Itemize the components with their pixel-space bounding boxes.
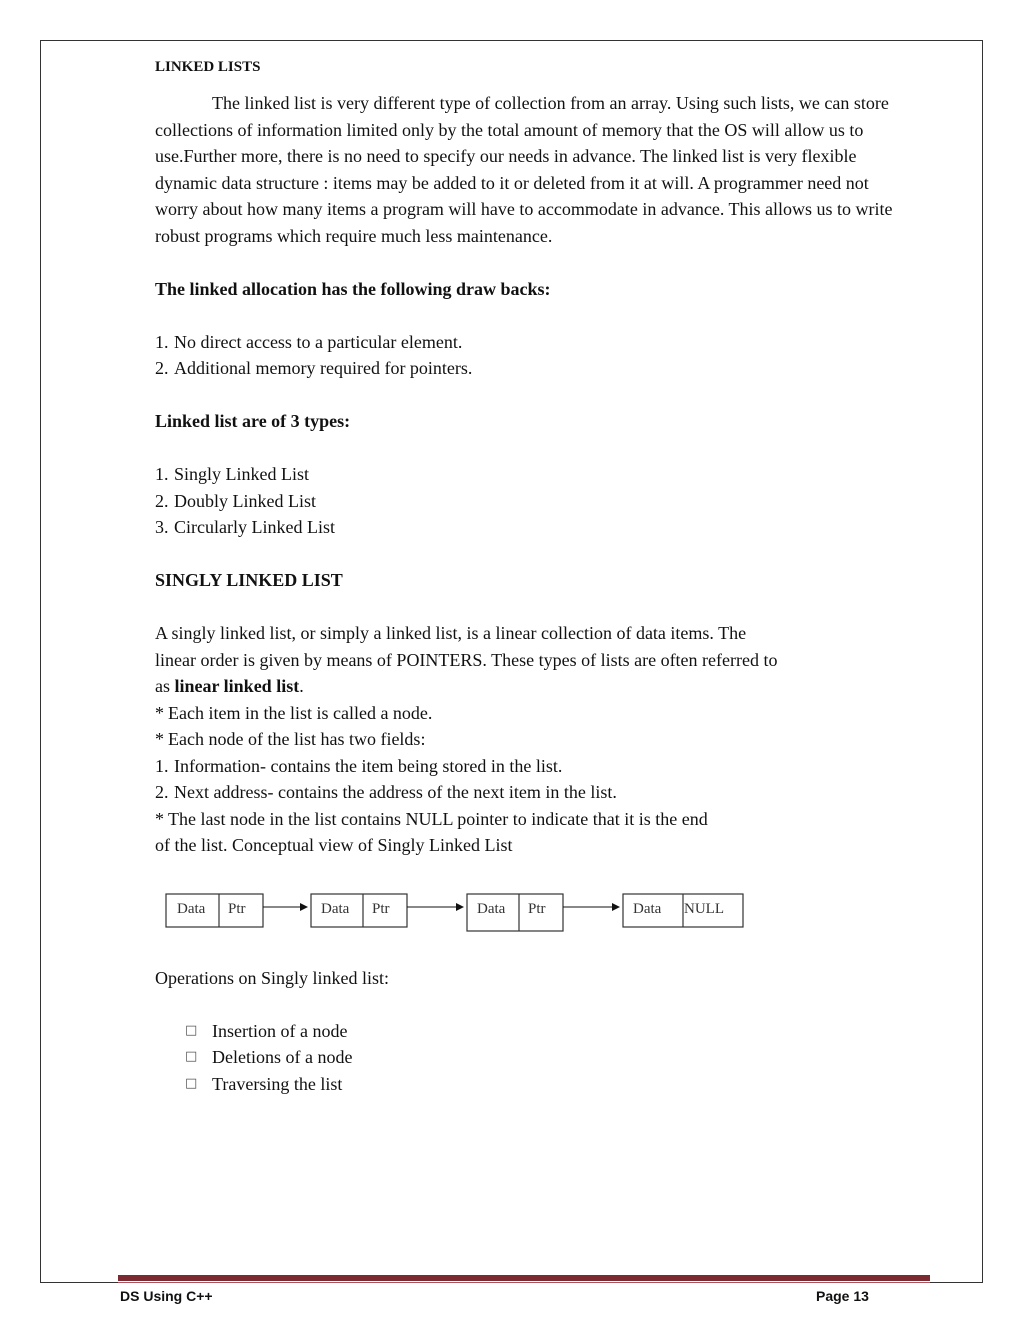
list-item-text: Circularly Linked List xyxy=(174,517,335,537)
list-item-marker: * xyxy=(155,702,164,723)
footer-page-number: Page 13 xyxy=(816,1288,869,1304)
emphasis-text: linear linked list xyxy=(174,676,300,696)
list-item-number: 2. xyxy=(155,782,169,802)
list-item xyxy=(155,700,915,727)
list-item xyxy=(155,514,915,541)
list-item-number: 1. xyxy=(155,464,169,484)
drawbacks-heading: The linked allocation has the following draw backs: xyxy=(155,278,551,299)
list-item xyxy=(155,488,915,515)
list-item xyxy=(185,1044,915,1071)
missing-glyph-icon: □ xyxy=(185,1022,198,1038)
node-null-label: NULL xyxy=(684,901,724,917)
node-data-label: Data xyxy=(633,901,662,917)
list-node xyxy=(623,894,743,927)
page-content xyxy=(155,56,915,1097)
intro-paragraph: The linked list is very different type of collection from an array. Using such lists, we can store collections of information limited only by the total amount of memory that the OS will allow us to use.Further more, there is no need to specify our needs in advance. The linked list is very flexible dynamic data structure : items may be added to it or deleted from it at will. A programmer need not worry about how many items a program will have to accommodate in advance. This allows us to write robust programs which require much less maintenance. xyxy=(155,93,893,246)
list-item-text: Each item in the list is called a node. xyxy=(168,702,433,723)
operations-list xyxy=(155,1018,915,1098)
list-item xyxy=(155,726,915,753)
list-item xyxy=(155,461,915,488)
text-span: as xyxy=(155,676,175,696)
paragraph-line: linear order is given by means of POINTERS. These types of lists are often referred to xyxy=(155,649,778,670)
list-item-text: The last node in the list contains NULL pointer to indicate that it is the end xyxy=(168,808,708,829)
list-node xyxy=(311,894,407,927)
list-item xyxy=(155,779,915,806)
node-data-label: Data xyxy=(177,901,206,917)
list-item xyxy=(185,1071,915,1098)
list-item xyxy=(155,753,915,780)
footer-book-title: DS Using C++ xyxy=(120,1288,213,1304)
list-item xyxy=(155,806,915,833)
list-item-text: Insertion of a node xyxy=(212,1020,348,1041)
paragraph-line: A singly linked list, or simply a linked list, is a linear collection of data items. The xyxy=(155,623,747,643)
types-heading: Linked list are of 3 types: xyxy=(155,411,351,431)
paragraph-line: of the list. Conceptual view of Singly Linked List xyxy=(155,835,513,855)
list-item xyxy=(155,329,915,356)
list-item-text: Additional memory required for pointers. xyxy=(174,358,473,378)
list-item-text: Traversing the list xyxy=(212,1073,343,1094)
list-item-text: Singly Linked List xyxy=(174,464,309,484)
list-item-number: 1. xyxy=(155,755,169,776)
linked-list-diagram xyxy=(160,888,760,938)
list-item-marker: * xyxy=(155,729,164,749)
list-item-number: 2. xyxy=(155,358,169,378)
list-item-number: 2. xyxy=(155,490,169,511)
missing-glyph-icon: □ xyxy=(185,1049,198,1064)
node-data-label: Data xyxy=(477,901,506,917)
list-item-text: Doubly Linked List xyxy=(174,490,316,511)
text-span: . xyxy=(299,676,304,696)
list-item xyxy=(155,355,915,382)
node-pointer-label: Ptr xyxy=(528,901,546,917)
list-node xyxy=(467,894,563,931)
list-item-text: No direct access to a particular element. xyxy=(174,331,463,352)
list-item-number: 1. xyxy=(155,331,169,352)
section-heading: SINGLY LINKED LIST xyxy=(155,570,343,590)
node-pointer-label: Ptr xyxy=(372,901,390,917)
list-item-text: Deletions of a node xyxy=(212,1047,353,1067)
footer-rule-thin xyxy=(118,1282,930,1283)
list-item xyxy=(185,1018,915,1045)
list-item-marker: * xyxy=(155,808,164,829)
paragraph-line xyxy=(155,673,915,700)
drawbacks-list xyxy=(155,329,915,382)
list-item-text: Next address- contains the address of the next item in the list. xyxy=(174,782,617,802)
operations-heading: Operations on Singly linked list: xyxy=(155,967,389,988)
node-pointer-label: Ptr xyxy=(228,901,246,917)
list-item-text: Each node of the list has two fields: xyxy=(168,729,426,749)
types-list xyxy=(155,461,915,541)
footer-rule xyxy=(118,1275,930,1281)
node-data-label: Data xyxy=(321,901,350,917)
list-node xyxy=(166,894,263,927)
list-item-text: Information- contains the item being stored in the list. xyxy=(174,755,563,776)
page-title: LINKED LISTS xyxy=(155,59,261,75)
missing-glyph-icon: □ xyxy=(185,1075,198,1091)
list-item-number: 3. xyxy=(155,517,169,537)
